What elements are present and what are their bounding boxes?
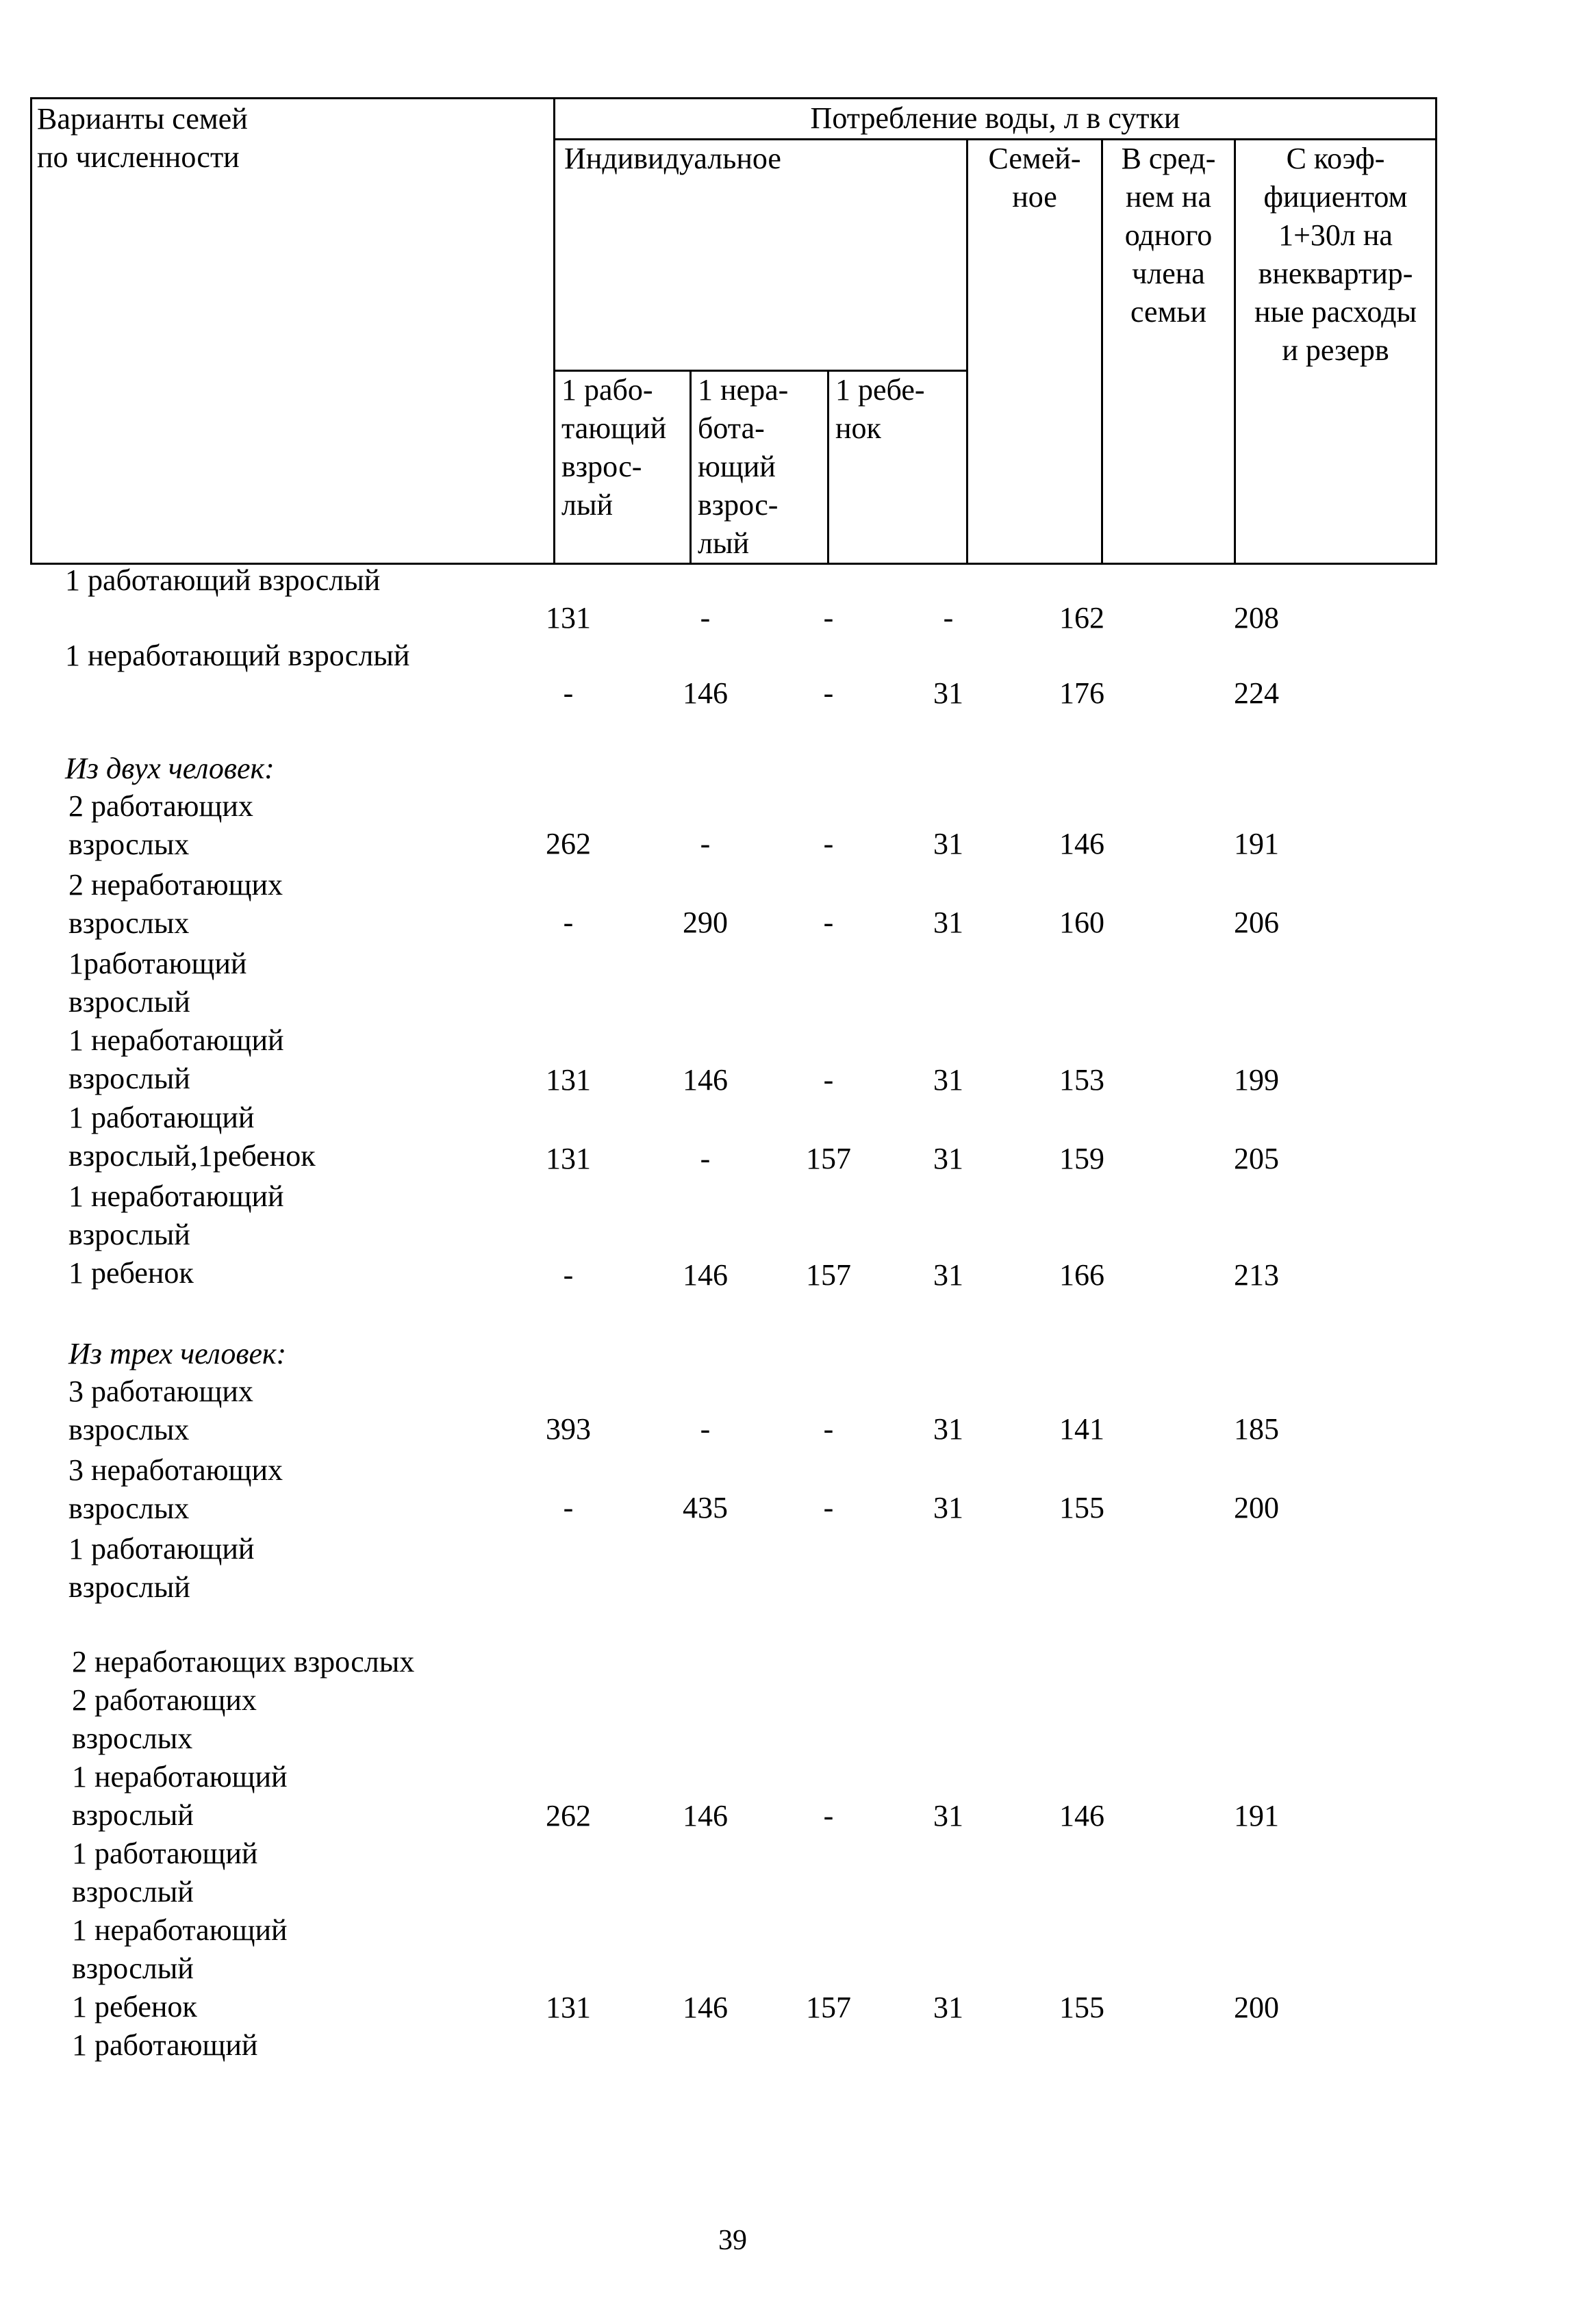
row-label: 1 работающий взрослый 1 неработающий взрослый 1 ребенок <box>72 1837 288 2023</box>
section-title: Из двух человек: <box>65 752 275 785</box>
row-label: 1 неработающий взрослый <box>65 639 410 672</box>
row-label: 1 работающий <box>72 2028 258 2062</box>
page-number: 39 <box>718 2225 747 2256</box>
value-cell: - <box>563 1491 574 1524</box>
consumption-header: Потребление воды, л в сутки <box>810 101 1180 135</box>
value-cell: 262 <box>546 1799 591 1833</box>
value-cell: - <box>563 676 574 710</box>
value-cell: 31 <box>933 827 963 860</box>
value-cell: - <box>700 601 711 635</box>
working-adult-header: 1 рабо- тающий взрос- лый <box>561 373 667 522</box>
value-cell: 131 <box>546 601 591 635</box>
value-cell: 146 <box>683 676 728 710</box>
row-label: 3 неработающих взрослых <box>68 1453 283 1525</box>
family-header: Семей- ное <box>988 142 1081 214</box>
value-cell: 224 <box>1234 676 1279 710</box>
value-cell: - <box>823 906 834 939</box>
value-cell: 160 <box>1059 906 1104 939</box>
nonworking-adult-header: 1 нера- бота- ющий взрос- лый <box>698 373 789 560</box>
value-cell: - <box>700 827 711 860</box>
value-cell: - <box>563 1258 574 1292</box>
row-label: 2 работающих взрослых <box>68 789 253 861</box>
value-cell: - <box>823 1412 834 1446</box>
variants-header: Варианты семей по численности <box>37 102 248 174</box>
value-cell: 31 <box>933 1142 963 1175</box>
value-cell: 141 <box>1059 1412 1104 1446</box>
average-header: В сред- нем на одного члена семьи <box>1121 142 1216 329</box>
child-header: 1 ребе- нок <box>835 373 925 445</box>
value-cell: 31 <box>933 1991 963 2024</box>
row-label: 2 неработающих взрослых <box>68 868 283 940</box>
value-cell: 31 <box>933 906 963 939</box>
value-cell: 146 <box>1059 827 1104 860</box>
value-cell: 290 <box>683 906 728 939</box>
value-cell: 393 <box>546 1412 591 1446</box>
value-cell: 191 <box>1234 1799 1279 1833</box>
value-cell: - <box>823 1063 834 1097</box>
value-cell: 31 <box>933 1491 963 1524</box>
value-cell: 191 <box>1234 827 1279 860</box>
row-label: 1 работающий взрослый,1ребенок <box>68 1101 316 1173</box>
section-title: Из трех человек: <box>68 1337 287 1370</box>
value-cell: 146 <box>1059 1799 1104 1833</box>
row-label: 1 работающий взрослый <box>65 563 381 597</box>
row-label: 1 работающий взрослый <box>68 1532 255 1604</box>
value-cell: 155 <box>1059 1491 1104 1524</box>
value-cell: 208 <box>1234 601 1279 635</box>
value-cell: 200 <box>1234 1991 1279 2024</box>
value-cell: - <box>823 1491 834 1524</box>
value-cell: 213 <box>1234 1258 1279 1292</box>
value-cell: 166 <box>1059 1258 1104 1292</box>
value-cell: 206 <box>1234 906 1279 939</box>
row-label: 1 неработающий взрослый 1 ребенок <box>68 1179 284 1290</box>
individual-header: Индивидуальное <box>564 142 781 175</box>
value-cell: 146 <box>683 1991 728 2024</box>
value-cell: 435 <box>683 1491 728 1524</box>
value-cell: 31 <box>933 1258 963 1292</box>
value-cell: 31 <box>933 1799 963 1833</box>
row-label: 1работающий взрослый 1 неработающий взрослый <box>68 947 284 1095</box>
value-cell: 157 <box>806 1258 851 1292</box>
value-cell: 176 <box>1059 676 1104 710</box>
value-cell: 205 <box>1234 1142 1279 1175</box>
value-cell: 200 <box>1234 1491 1279 1524</box>
value-cell: 146 <box>683 1799 728 1833</box>
value-cell: - <box>823 676 834 710</box>
value-cell: 155 <box>1059 1991 1104 2024</box>
value-cell: 131 <box>546 1142 591 1175</box>
value-cell: 31 <box>933 1063 963 1097</box>
value-cell: 185 <box>1234 1412 1279 1446</box>
value-cell: 159 <box>1059 1142 1104 1175</box>
value-cell: 131 <box>546 1063 591 1097</box>
value-cell: - <box>563 906 574 939</box>
coefficient-header: С коэф- фициентом 1+30л на внеквартир- ные расходы и резерв <box>1254 142 1417 367</box>
value-cell: 31 <box>933 676 963 710</box>
value-cell: 199 <box>1234 1063 1279 1097</box>
value-cell: - <box>823 601 834 635</box>
value-cell: - <box>823 1799 834 1833</box>
value-cell: 157 <box>806 1142 851 1175</box>
value-cell: - <box>700 1412 711 1446</box>
value-cell: 146 <box>683 1258 728 1292</box>
value-cell: 146 <box>683 1063 728 1097</box>
value-cell: 31 <box>933 1412 963 1446</box>
row-label: 2 неработающих взрослых 2 работающих взрослых 1 неработающий взрослый <box>72 1645 415 1832</box>
value-cell: - <box>700 1142 711 1175</box>
value-cell: 162 <box>1059 601 1104 635</box>
row-label: 3 работающих взрослых <box>68 1375 253 1446</box>
value-cell: - <box>943 601 954 635</box>
value-cell: - <box>823 827 834 860</box>
value-cell: 157 <box>806 1991 851 2024</box>
value-cell: 131 <box>546 1991 591 2024</box>
value-cell: 262 <box>546 827 591 860</box>
value-cell: 153 <box>1059 1063 1104 1097</box>
